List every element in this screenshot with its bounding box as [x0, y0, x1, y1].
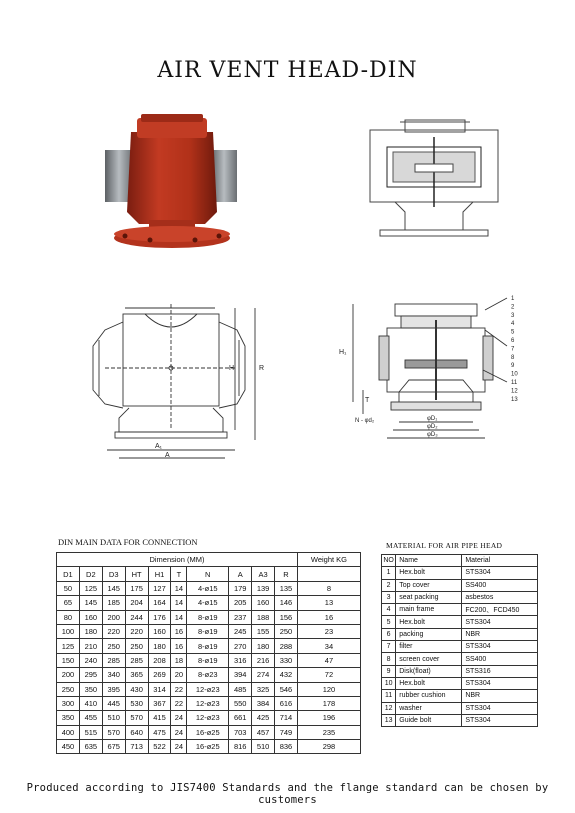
table-row: [57, 624, 361, 638]
part-callout-3: 3: [511, 312, 515, 319]
table-cell: Guide bolt: [396, 714, 462, 726]
table-cell: 185: [102, 596, 125, 610]
part-callout-12: 12: [511, 388, 518, 395]
table-row: [382, 616, 538, 628]
table-header-row: [57, 567, 361, 581]
front-label-a: A: [165, 452, 170, 459]
part-callout-13: 13: [511, 396, 518, 403]
table-cell: 1: [382, 567, 396, 579]
table-cell: 204: [125, 596, 148, 610]
table-cell: 432: [275, 668, 298, 682]
table-cell: STS304: [462, 714, 538, 726]
table-cell: 288: [275, 639, 298, 653]
part-callout-1: 1: [511, 296, 515, 302]
table-cell: 616: [275, 696, 298, 710]
table-cell: 430: [125, 682, 148, 696]
table-cell: Hex.bolt: [396, 616, 462, 628]
front-label-a1: A₁: [155, 443, 163, 450]
table-cell: 395: [102, 682, 125, 696]
part-callout-9: 9: [511, 363, 515, 370]
table-cell: 164: [148, 596, 171, 610]
table-cell: 749: [275, 725, 298, 739]
section-drawing: [355, 112, 505, 242]
page-title: AIR VENT HEAD-DIN: [157, 58, 418, 83]
table-cell: 13: [297, 596, 360, 610]
table-cell: 12-ø23: [187, 711, 229, 725]
table-row: [57, 725, 361, 739]
table-cell: 570: [125, 711, 148, 725]
table-row: [382, 665, 538, 677]
part-number-callouts: [511, 296, 518, 403]
table-cell: 8: [382, 653, 396, 665]
table-cell: 180: [148, 639, 171, 653]
table-cell: STS304: [462, 702, 538, 714]
table-cell: 3: [382, 591, 396, 603]
table-cell: 367: [148, 696, 171, 710]
side-label-n: N - φd₂: [355, 418, 375, 424]
table-cell: 316: [229, 653, 252, 667]
column-header: H1: [148, 567, 171, 581]
table-cell: 196: [297, 711, 360, 725]
table-cell: asbestos: [462, 591, 538, 603]
table-row: [382, 591, 538, 603]
table-cell: 384: [252, 696, 275, 710]
table-cell: 445: [102, 696, 125, 710]
part-callout-4: 4: [511, 321, 515, 328]
table-cell: 394: [229, 668, 252, 682]
table-cell: 245: [229, 624, 252, 638]
part-callout-7: 7: [511, 346, 515, 353]
table-cell: 400: [57, 725, 80, 739]
table-cell: 350: [79, 682, 102, 696]
side-label-d3: φD₃: [427, 432, 438, 438]
table-cell: 10: [382, 677, 396, 689]
table-row: [57, 596, 361, 610]
table-cell: 179: [229, 581, 252, 595]
table-cell: 4-ø15: [187, 581, 229, 595]
table-cell: 530: [125, 696, 148, 710]
table-cell: 510: [252, 740, 275, 754]
table-cell: 250: [125, 639, 148, 653]
table-cell: 714: [275, 711, 298, 725]
table-cell: 285: [125, 653, 148, 667]
table-row: [57, 696, 361, 710]
table-cell: 12: [382, 702, 396, 714]
table-row: [57, 711, 361, 725]
table-cell: 6: [382, 628, 396, 640]
table-cell: seat packing: [396, 591, 462, 603]
table-row: [57, 682, 361, 696]
table-cell: 210: [79, 639, 102, 653]
table-cell: 475: [148, 725, 171, 739]
front-label-h: H: [229, 365, 235, 372]
table-cell: 22: [171, 682, 187, 696]
table-cell: 65: [57, 596, 80, 610]
table-cell: 14: [171, 596, 187, 610]
table-cell: 205: [229, 596, 252, 610]
table-cell: 270: [229, 639, 252, 653]
column-header: NO: [382, 555, 396, 567]
table-cell: 640: [125, 725, 148, 739]
table-cell: FC200、FCD450: [462, 604, 538, 616]
side-label-h1: H₁: [339, 349, 347, 356]
table-cell: 160: [79, 610, 102, 624]
table-row: [57, 740, 361, 754]
table-cell: 14: [171, 581, 187, 595]
part-callout-10: 10: [511, 371, 518, 378]
table-cell: 12-ø23: [187, 696, 229, 710]
table-cell: screen cover: [396, 653, 462, 665]
table-cell: 125: [57, 639, 80, 653]
table-cell: 11: [382, 690, 396, 702]
table-cell: Top cover: [396, 579, 462, 591]
table-cell: 570: [102, 725, 125, 739]
table-cell: 16: [171, 624, 187, 638]
column-header: D3: [102, 567, 125, 581]
side-section-drawing: [335, 290, 525, 455]
table-cell: filter: [396, 641, 462, 653]
table-cell: 16-ø25: [187, 740, 229, 754]
table-row: [382, 677, 538, 689]
table-cell: 713: [125, 740, 148, 754]
table-cell: 24: [171, 740, 187, 754]
table-cell: 150: [57, 653, 80, 667]
table-cell: 237: [229, 610, 252, 624]
table-cell: 16: [297, 610, 360, 624]
column-header: Name: [396, 555, 462, 567]
column-header: [297, 567, 360, 581]
material-table-caption: MATERIAL FOR AIR PIPE HEAD: [386, 541, 503, 550]
weight-header: Weight KG: [297, 553, 360, 567]
table-cell: 72: [297, 668, 360, 682]
table-cell: 8: [297, 581, 360, 595]
table-cell: 330: [275, 653, 298, 667]
table-cell: 350: [57, 711, 80, 725]
column-header: N: [187, 567, 229, 581]
table-cell: 8-ø19: [187, 624, 229, 638]
table-cell: 34: [297, 639, 360, 653]
table-cell: Hex.bolt: [396, 677, 462, 689]
table-cell: 139: [252, 581, 275, 595]
table-row: [382, 628, 538, 640]
table-cell: 522: [148, 740, 171, 754]
table-cell: 5: [382, 616, 396, 628]
side-label-d2: φD₂: [427, 424, 438, 430]
column-header: A: [229, 567, 252, 581]
table-cell: 176: [148, 610, 171, 624]
material-table: [381, 554, 538, 727]
table-cell: 16-ø25: [187, 725, 229, 739]
table-cell: 703: [229, 725, 252, 739]
table-row: [382, 702, 538, 714]
part-callout-11: 11: [511, 380, 518, 386]
table-cell: 14: [171, 610, 187, 624]
column-header: D1: [57, 567, 80, 581]
footer-note: Produced according to JIS7400 Standards and the flange standard can be chosen by customers: [26, 782, 549, 806]
column-header: HT: [125, 567, 148, 581]
table-cell: 160: [148, 624, 171, 638]
table-row: [57, 668, 361, 682]
table-cell: SS400: [462, 653, 538, 665]
table-cell: 155: [252, 624, 275, 638]
table-cell: 250: [102, 639, 125, 653]
column-header: R: [275, 567, 298, 581]
table-cell: 145: [102, 581, 125, 595]
table-cell: 510: [102, 711, 125, 725]
table-cell: 4: [382, 604, 396, 616]
table-cell: 269: [148, 668, 171, 682]
side-label-d1: φD₁: [427, 416, 438, 422]
column-header: A3: [252, 567, 275, 581]
table-cell: 314: [148, 682, 171, 696]
table-cell: 325: [252, 682, 275, 696]
table-cell: 816: [229, 740, 252, 754]
table-cell: 9: [382, 665, 396, 677]
table-cell: STS316: [462, 665, 538, 677]
table-cell: 12-ø23: [187, 682, 229, 696]
table-cell: 50: [57, 581, 80, 595]
table-cell: 127: [148, 581, 171, 595]
table-cell: 180: [79, 624, 102, 638]
table-cell: 675: [102, 740, 125, 754]
table-cell: 20: [171, 668, 187, 682]
table-cell: 244: [125, 610, 148, 624]
table-cell: 160: [252, 596, 275, 610]
table-cell: 120: [297, 682, 360, 696]
product-photo: [95, 112, 245, 252]
table-cell: 8-ø19: [187, 610, 229, 624]
table-cell: 200: [57, 668, 80, 682]
table-cell: 16: [171, 639, 187, 653]
table-cell: 635: [79, 740, 102, 754]
table-row: [57, 610, 361, 624]
table-row: [57, 653, 361, 667]
table-cell: 415: [148, 711, 171, 725]
table-cell: 365: [125, 668, 148, 682]
front-label-r: R: [259, 365, 265, 372]
table-cell: 457: [252, 725, 275, 739]
table-cell: 515: [79, 725, 102, 739]
table-cell: 22: [171, 696, 187, 710]
table-cell: 156: [275, 610, 298, 624]
column-header: D2: [79, 567, 102, 581]
table-cell: 298: [297, 740, 360, 754]
table-cell: 7: [382, 641, 396, 653]
table-cell: 836: [275, 740, 298, 754]
table-row: [57, 639, 361, 653]
table-cell: 8-ø23: [187, 668, 229, 682]
dimension-group-header: Dimension (MM): [57, 553, 298, 567]
table-cell: 425: [252, 711, 275, 725]
table-cell: 208: [148, 653, 171, 667]
table-cell: 550: [229, 696, 252, 710]
table-cell: 8-ø19: [187, 653, 229, 667]
table-cell: 661: [229, 711, 252, 725]
table-cell: 188: [252, 610, 275, 624]
table-cell: 220: [102, 624, 125, 638]
main-data-table: [56, 552, 361, 754]
column-header: T: [171, 567, 187, 581]
table-row: [382, 604, 538, 616]
part-callout-6: 6: [511, 338, 515, 344]
table-row: [382, 690, 538, 702]
table-cell: rubber cushion: [396, 690, 462, 702]
table-row: [382, 567, 538, 579]
table-cell: 145: [79, 596, 102, 610]
table-cell: 250: [275, 624, 298, 638]
table-row: [382, 714, 538, 726]
table-cell: NBR: [462, 628, 538, 640]
table-cell: 180: [252, 639, 275, 653]
front-view-drawing: [85, 300, 275, 470]
table-cell: Hex.bolt: [396, 567, 462, 579]
table-cell: 2: [382, 579, 396, 591]
table-cell: 450: [57, 740, 80, 754]
table-cell: 18: [171, 653, 187, 667]
table-cell: 80: [57, 610, 80, 624]
table-cell: 13: [382, 714, 396, 726]
table-cell: SS400: [462, 579, 538, 591]
table-cell: 295: [79, 668, 102, 682]
table-cell: 410: [79, 696, 102, 710]
table-cell: 240: [79, 653, 102, 667]
table-cell: STS304: [462, 567, 538, 579]
main-table-caption: DIN MAIN DATA FOR CONNECTION: [58, 537, 198, 547]
table-cell: STS304: [462, 616, 538, 628]
table-cell: 546: [275, 682, 298, 696]
table-cell: 100: [57, 624, 80, 638]
part-callout-8: 8: [511, 354, 515, 361]
table-cell: 216: [252, 653, 275, 667]
table-cell: STS304: [462, 641, 538, 653]
table-cell: packing: [396, 628, 462, 640]
table-row: [382, 641, 538, 653]
table-cell: 24: [171, 711, 187, 725]
table-row: [57, 581, 361, 595]
table-cell: Disk(float): [396, 665, 462, 677]
table-cell: 300: [57, 696, 80, 710]
table-cell: main frame: [396, 604, 462, 616]
part-callout-2: 2: [511, 304, 515, 311]
table-cell: 146: [275, 596, 298, 610]
table-cell: 4-ø15: [187, 596, 229, 610]
table-cell: 220: [125, 624, 148, 638]
table-header-row: [382, 555, 538, 567]
table-cell: 235: [297, 725, 360, 739]
side-label-t: T: [365, 397, 370, 404]
table-cell: 175: [125, 581, 148, 595]
table-cell: 125: [79, 581, 102, 595]
table-cell: NBR: [462, 690, 538, 702]
table-cell: 23: [297, 624, 360, 638]
table-cell: 250: [57, 682, 80, 696]
table-cell: 47: [297, 653, 360, 667]
table-cell: 340: [102, 668, 125, 682]
table-cell: 178: [297, 696, 360, 710]
table-cell: 24: [171, 725, 187, 739]
table-header-row: [57, 553, 361, 567]
table-cell: 274: [252, 668, 275, 682]
part-callout-5: 5: [511, 329, 515, 336]
table-cell: 285: [102, 653, 125, 667]
table-cell: 485: [229, 682, 252, 696]
table-cell: 455: [79, 711, 102, 725]
table-row: [382, 653, 538, 665]
table-cell: 8-ø19: [187, 639, 229, 653]
table-cell: STS304: [462, 677, 538, 689]
column-header: Material: [462, 555, 538, 567]
table-cell: washer: [396, 702, 462, 714]
table-row: [382, 579, 538, 591]
table-cell: 135: [275, 581, 298, 595]
table-cell: 200: [102, 610, 125, 624]
